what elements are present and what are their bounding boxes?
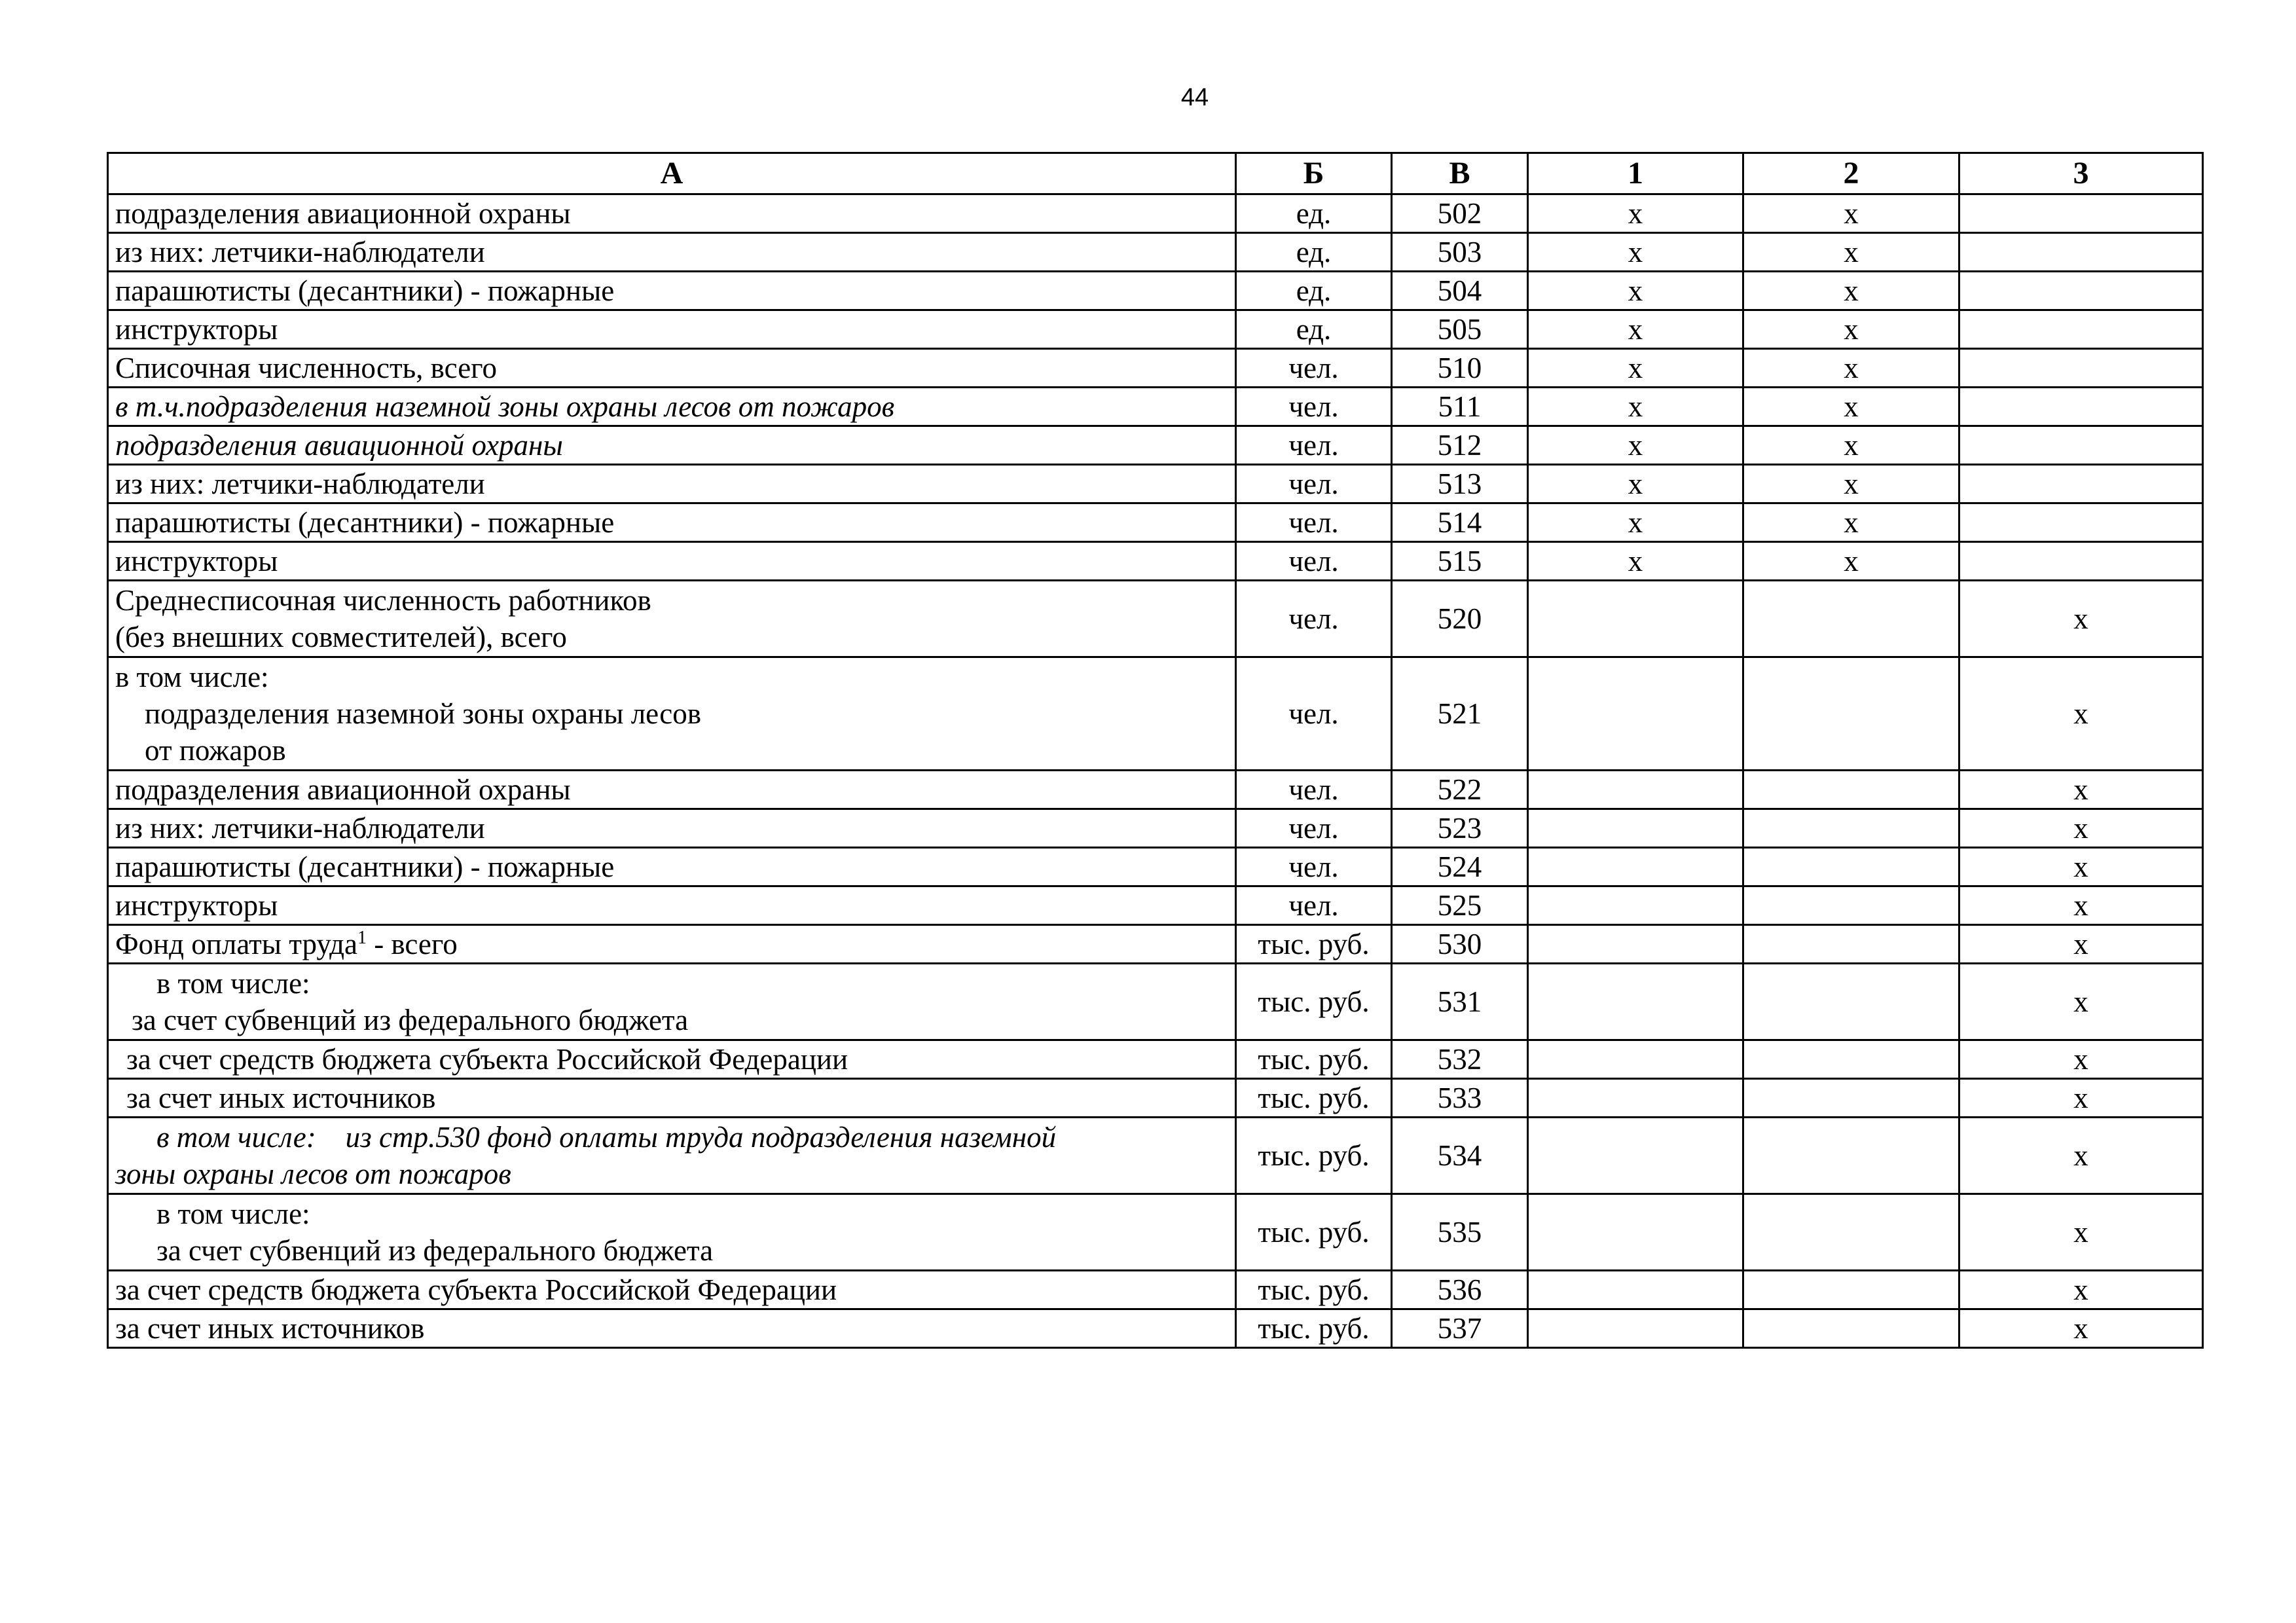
row-label: Среднесписочная численность работников (без внешних совместителей), всего <box>108 581 1236 657</box>
row-col-2 <box>1743 848 1959 886</box>
row-unit: тыс. руб. <box>1236 964 1392 1040</box>
row-col-2: х <box>1743 542 1959 581</box>
table-row <box>108 272 2203 310</box>
row-label: подразделения авиационной охраны <box>108 771 1236 809</box>
header-col-2: 2 <box>1743 153 1959 194</box>
row-code: 513 <box>1392 465 1528 503</box>
row-unit: ед. <box>1236 310 1392 349</box>
table-row <box>108 542 2203 581</box>
row-col-2 <box>1743 771 1959 809</box>
row-unit: чел. <box>1236 503 1392 542</box>
row-col-1 <box>1528 771 1743 809</box>
row-col-2 <box>1743 886 1959 925</box>
row-unit: чел. <box>1236 465 1392 503</box>
row-code: 521 <box>1392 657 1528 771</box>
row-code: 522 <box>1392 771 1528 809</box>
row-label: подразделения авиационной охраны <box>108 194 1236 233</box>
row-unit: тыс. руб. <box>1236 1118 1392 1194</box>
row-unit: ед. <box>1236 194 1392 233</box>
table-row <box>108 964 2203 1040</box>
row-col-1 <box>1528 1040 1743 1079</box>
row-col-2 <box>1743 809 1959 848</box>
row-col-2: х <box>1743 426 1959 465</box>
row-col-3: х <box>1959 1309 2203 1348</box>
row-col-1 <box>1528 886 1743 925</box>
row-label: инструкторы <box>108 310 1236 349</box>
row-col-3 <box>1959 194 2203 233</box>
table-row <box>108 1118 2203 1194</box>
row-label: за счет иных источников <box>108 1079 1236 1118</box>
row-col-1: х <box>1528 465 1743 503</box>
row-col-1 <box>1528 964 1743 1040</box>
row-col-2 <box>1743 925 1959 964</box>
row-unit: тыс. руб. <box>1236 1079 1392 1118</box>
row-unit: тыс. руб. <box>1236 1271 1392 1309</box>
row-col-2 <box>1743 1271 1959 1309</box>
row-label: парашютисты (десантники) - пожарные <box>108 503 1236 542</box>
row-label: инструкторы <box>108 542 1236 581</box>
row-col-2 <box>1743 964 1959 1040</box>
row-col-1 <box>1528 657 1743 771</box>
row-code: 505 <box>1392 310 1528 349</box>
row-code: 530 <box>1392 925 1528 964</box>
row-col-2: х <box>1743 349 1959 388</box>
row-col-3: х <box>1959 1194 2203 1271</box>
row-unit: чел. <box>1236 886 1392 925</box>
table-row <box>108 1309 2203 1348</box>
row-col-1: х <box>1528 503 1743 542</box>
table-row <box>108 503 2203 542</box>
row-unit: чел. <box>1236 542 1392 581</box>
table-row <box>108 426 2203 465</box>
row-code: 515 <box>1392 542 1528 581</box>
table-row <box>108 848 2203 886</box>
row-label: за счет средств бюджета субъекта Российской Федерации <box>108 1040 1236 1079</box>
row-col-3: х <box>1959 1118 2203 1194</box>
row-code: 514 <box>1392 503 1528 542</box>
row-col-1 <box>1528 1118 1743 1194</box>
table-row <box>108 886 2203 925</box>
table-row <box>108 657 2203 771</box>
row-col-2: х <box>1743 388 1959 426</box>
row-col-3 <box>1959 503 2203 542</box>
row-unit: тыс. руб. <box>1236 1040 1392 1079</box>
row-col-3 <box>1959 310 2203 349</box>
header-col-v: В <box>1392 153 1528 194</box>
table-row <box>108 349 2203 388</box>
row-col-3 <box>1959 465 2203 503</box>
header-row <box>108 153 2203 194</box>
statistics-table <box>107 152 2204 1349</box>
row-col-3 <box>1959 388 2203 426</box>
row-label: за счет средств бюджета субъекта Российской Федерации <box>108 1271 1236 1309</box>
row-col-1 <box>1528 848 1743 886</box>
row-unit: чел. <box>1236 848 1392 886</box>
table-row <box>108 233 2203 272</box>
table-row <box>108 1040 2203 1079</box>
row-col-3: х <box>1959 1271 2203 1309</box>
row-col-2: х <box>1743 233 1959 272</box>
row-col-3: х <box>1959 886 2203 925</box>
row-code: 525 <box>1392 886 1528 925</box>
row-col-1 <box>1528 925 1743 964</box>
row-code: 524 <box>1392 848 1528 886</box>
row-code: 520 <box>1392 581 1528 657</box>
row-unit: чел. <box>1236 581 1392 657</box>
table-row <box>108 771 2203 809</box>
row-col-2 <box>1743 1040 1959 1079</box>
row-col-1: х <box>1528 388 1743 426</box>
row-code: 503 <box>1392 233 1528 272</box>
row-col-3: х <box>1959 1079 2203 1118</box>
row-unit: чел. <box>1236 771 1392 809</box>
row-col-3 <box>1959 426 2203 465</box>
page-number: 44 <box>1180 84 1209 111</box>
header-col-a: А <box>108 153 1236 194</box>
row-label: в т.ч.подразделения наземной зоны охраны лесов от пожаров <box>108 388 1236 426</box>
row-col-2: х <box>1743 503 1959 542</box>
row-col-1: х <box>1528 349 1743 388</box>
row-col-3: х <box>1959 1040 2203 1079</box>
row-col-1 <box>1528 581 1743 657</box>
row-unit: тыс. руб. <box>1236 1309 1392 1348</box>
row-unit: чел. <box>1236 809 1392 848</box>
row-col-3: х <box>1959 657 2203 771</box>
row-label: Фонд оплаты труда$^1$ - всего <box>108 925 1236 964</box>
row-label: из них: летчики-наблюдатели <box>108 233 1236 272</box>
row-col-1: х <box>1528 542 1743 581</box>
row-label: парашютисты (десантники) - пожарные <box>108 272 1236 310</box>
row-col-1 <box>1528 1079 1743 1118</box>
row-code: 510 <box>1392 349 1528 388</box>
header-col-1: 1 <box>1528 153 1743 194</box>
row-col-3: х <box>1959 809 2203 848</box>
row-col-2 <box>1743 657 1959 771</box>
row-col-3: х <box>1959 964 2203 1040</box>
row-label: в том числе: подразделения наземной зоны охраны лесов от пожаров <box>108 657 1236 771</box>
row-col-3: х <box>1959 581 2203 657</box>
row-code: 537 <box>1392 1309 1528 1348</box>
row-col-2: х <box>1743 194 1959 233</box>
row-col-1: х <box>1528 194 1743 233</box>
row-code: 531 <box>1392 964 1528 1040</box>
row-col-3: х <box>1959 925 2203 964</box>
row-label: за счет иных источников <box>108 1309 1236 1348</box>
row-col-2: х <box>1743 465 1959 503</box>
table-row <box>108 465 2203 503</box>
row-col-2 <box>1743 1194 1959 1271</box>
row-label: подразделения авиационной охраны <box>108 426 1236 465</box>
table-row <box>108 925 2203 964</box>
row-unit: тыс. руб. <box>1236 925 1392 964</box>
row-col-1 <box>1528 1309 1743 1348</box>
row-label: инструкторы <box>108 886 1236 925</box>
row-label: парашютисты (десантники) - пожарные <box>108 848 1236 886</box>
row-col-2: х <box>1743 272 1959 310</box>
row-label: в том числе: из стр.530 фонд оплаты труда подразделения наземной зоны охраны лесов от пожаров <box>108 1118 1236 1194</box>
row-col-3 <box>1959 542 2203 581</box>
row-col-3: х <box>1959 848 2203 886</box>
header-col-3: 3 <box>1959 153 2203 194</box>
row-label: в том числе: за счет субвенций из федерального бюджета <box>108 1194 1236 1271</box>
row-col-2 <box>1743 581 1959 657</box>
table-row <box>108 1194 2203 1271</box>
row-col-2 <box>1743 1079 1959 1118</box>
row-col-1 <box>1528 1271 1743 1309</box>
row-label: в том числе: за счет субвенций из федерального бюджета <box>108 964 1236 1040</box>
row-code: 535 <box>1392 1194 1528 1271</box>
row-label: из них: летчики-наблюдатели <box>108 809 1236 848</box>
row-col-1: х <box>1528 310 1743 349</box>
row-col-1: х <box>1528 233 1743 272</box>
table-row <box>108 809 2203 848</box>
row-col-2: х <box>1743 310 1959 349</box>
row-code: 533 <box>1392 1079 1528 1118</box>
row-code: 504 <box>1392 272 1528 310</box>
row-code: 523 <box>1392 809 1528 848</box>
row-col-1: х <box>1528 426 1743 465</box>
row-col-2 <box>1743 1118 1959 1194</box>
row-col-3 <box>1959 349 2203 388</box>
row-unit: тыс. руб. <box>1236 1194 1392 1271</box>
row-unit: чел. <box>1236 657 1392 771</box>
row-col-1: х <box>1528 272 1743 310</box>
row-label: из них: летчики-наблюдатели <box>108 465 1236 503</box>
row-unit: чел. <box>1236 349 1392 388</box>
row-code: 512 <box>1392 426 1528 465</box>
table-row <box>108 388 2203 426</box>
row-col-2 <box>1743 1309 1959 1348</box>
row-unit: чел. <box>1236 388 1392 426</box>
table-row <box>108 581 2203 657</box>
row-col-3: х <box>1959 771 2203 809</box>
row-unit: ед. <box>1236 233 1392 272</box>
table-row <box>108 1271 2203 1309</box>
row-col-3 <box>1959 272 2203 310</box>
table-row <box>108 194 2203 233</box>
row-code: 536 <box>1392 1271 1528 1309</box>
row-code: 511 <box>1392 388 1528 426</box>
footnote-marker: 1 <box>357 928 367 948</box>
row-code: 502 <box>1392 194 1528 233</box>
row-col-3 <box>1959 233 2203 272</box>
row-code: 534 <box>1392 1118 1528 1194</box>
row-code: 532 <box>1392 1040 1528 1079</box>
row-col-1 <box>1528 1194 1743 1271</box>
table-row <box>108 310 2203 349</box>
row-unit: ед. <box>1236 272 1392 310</box>
table-row <box>108 1079 2203 1118</box>
row-label: Списочная численность, всего <box>108 349 1236 388</box>
row-col-1 <box>1528 809 1743 848</box>
row-unit: чел. <box>1236 426 1392 465</box>
header-col-b: Б <box>1236 153 1392 194</box>
